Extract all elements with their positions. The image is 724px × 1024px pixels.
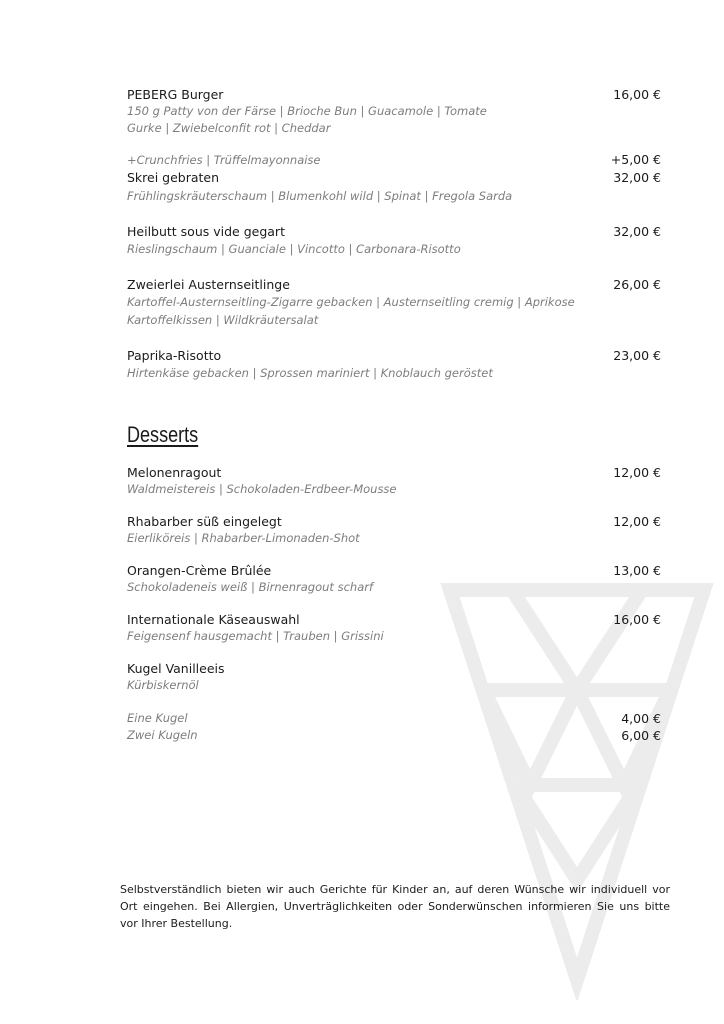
dessert-description: Waldmeistereis | Schokoladen-Erdbeer-Mousse (127, 482, 397, 496)
dessert-price: 12,00 € (613, 465, 661, 480)
dessert-price: 16,00 € (613, 612, 661, 627)
addon-description: +Crunchfries | Trüffelmayonnaise (127, 153, 321, 167)
dish-description: Kartoffel-Austernseitling-Zigarre gebacken | Austernseitling cremig | Aprikose (127, 295, 575, 309)
dish-name: Zweierlei Austernseitlinge (127, 277, 290, 292)
dessert-description: Eierlikörеis | Rhabarber-Limonaden-Shot (127, 531, 360, 545)
scoop-option-price: 4,00 € (621, 711, 661, 726)
dessert-name: Kugel Vanilleeis (127, 661, 225, 676)
dessert-name: Rhabarber süß eingelegt (127, 514, 282, 529)
dessert-name: Internationale Käseauswahl (127, 612, 300, 627)
scoop-option-price: 6,00 € (621, 728, 661, 743)
dish-price: 23,00 € (613, 348, 661, 363)
addon-price: +5,00 € (610, 152, 661, 167)
dish-name: PEBERG Burger (127, 87, 224, 102)
section-heading-desserts: Desserts (127, 422, 199, 447)
footer-note: Selbstverständlich bieten wir auch Gerichte für Kinder an, auf deren Wünsche wir individuell vor Ort eingehen. Bei Allergien, Unverträglichkeiten oder Sonderwünschen informieren Sie uns bitte vor Ihrer Bestellung. (120, 883, 670, 930)
dessert-name: Melonenragout (127, 465, 222, 480)
dessert-description: Schokoladeneis weiß | Birnenragout scharf (127, 580, 374, 594)
dish-name: Paprika-Risotto (127, 348, 222, 363)
scoop-option-label: Eine Kugel (127, 711, 188, 725)
dessert-name: Orangen-Crème Brûlée (127, 563, 272, 578)
dish-price: 26,00 € (613, 277, 661, 292)
dish-description: Rieslingschaum | Guanciale | Vincotto | Carbonara-Risotto (127, 242, 461, 256)
dish-description: Hirtenkäse gebacken | Sprossen mariniert | Knoblauch geröstet (127, 366, 493, 380)
scoop-option-label: Zwei Kugeln (127, 728, 198, 742)
dish-description: Kartoffelkissen | Wildkräutersalat (127, 313, 319, 327)
dish-name: Skrei gebraten (127, 170, 220, 185)
dish-description: Frühlingskräuterschaum | Blumenkohl wild | Spinat | Fregola Sarda (127, 189, 513, 203)
dish-description: Gurke | Zwiebelconfit rot | Cheddar (127, 121, 331, 135)
dish-price: 32,00 € (613, 224, 661, 239)
dish-price: 32,00 € (613, 170, 661, 185)
dish-name: Heilbutt sous vide gegart (127, 224, 285, 239)
dessert-price: 12,00 € (613, 514, 661, 529)
dessert-description: Kürbiskernöl (127, 678, 199, 692)
dish-description: 150 g Patty von der Färse | Brioche Bun | Guacamole | Tomate (127, 104, 487, 118)
triangle-logo-watermark-icon (430, 570, 724, 1000)
dish-price: 16,00 € (613, 87, 661, 102)
dessert-description: Feigensenf hausgemacht | Trauben | Grissini (127, 629, 384, 643)
dessert-price: 13,00 € (613, 563, 661, 578)
